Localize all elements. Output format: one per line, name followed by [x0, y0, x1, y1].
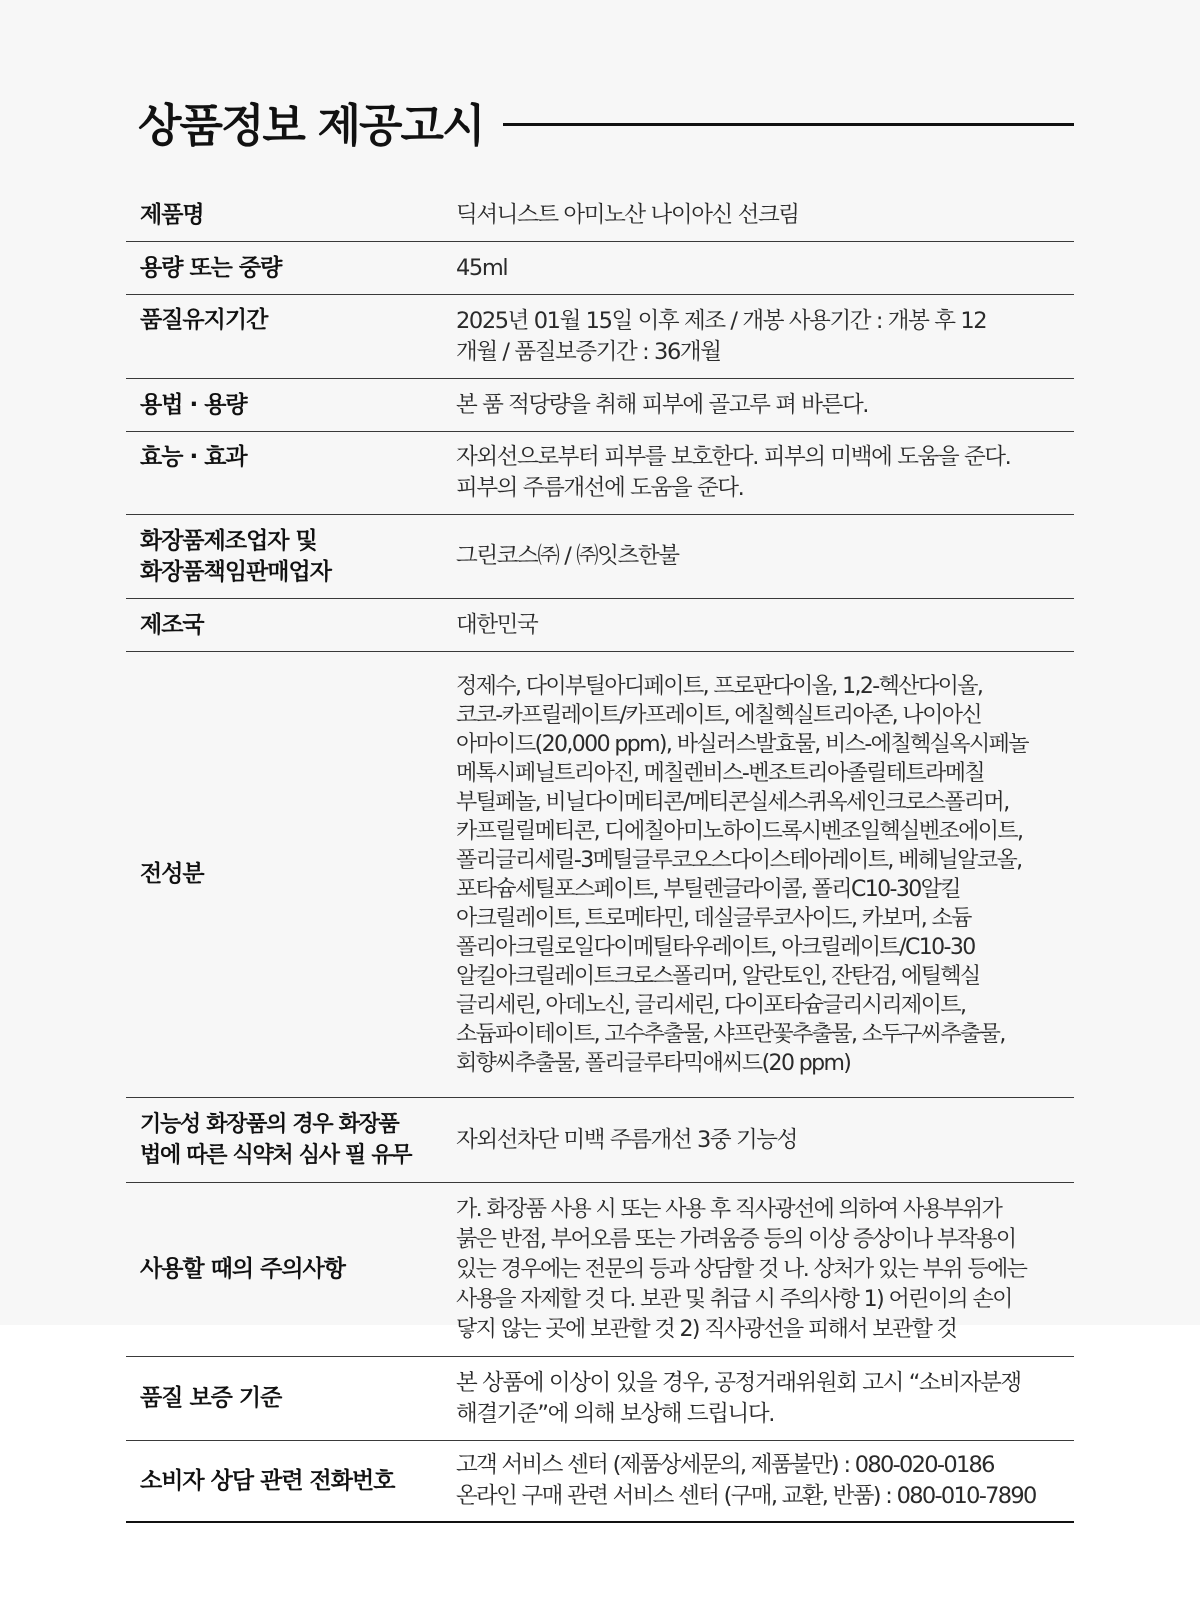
table-row-country — [126, 599, 1074, 652]
row-value: 자외선차단 미백 주름개선 3중 기능성 — [456, 1126, 797, 1153]
table-row-contact — [126, 1441, 1074, 1523]
row-value: 딕셔니스트 아미노산 나이아신 선크림 — [456, 202, 799, 228]
table-row-precautions — [126, 1183, 1074, 1357]
row-label: 사용할 때의 주의사항 — [140, 1256, 345, 1282]
table-row-functional — [126, 1098, 1074, 1183]
row-value: 고객 서비스 센터 (제품상세문의, 제품불만) : 080-020-0186 온라인 구매 관련 서비스 센터 (구매, 교환, 반품) : 080-010-7890 — [456, 1452, 1036, 1509]
table-row-quality-guarantee — [126, 1357, 1074, 1441]
table-row-product-name — [126, 190, 1074, 242]
row-label: 기능성 화장품의 경우 화장품 법에 따른 식약처 심사 필 유무 — [140, 1112, 412, 1168]
row-value: 가. 화장품 사용 시 또는 사용 후 직사광선에 의하여 사용부위가 붉은 반점, 부어오름 또는 가려움증 등의 이상 증상이나 부작용이 있는 경우에는 전문의 등과 상담할 것 나. 상처가 있는 부위 등에는 사용을 자제할 것 다. 보관 및 취급 시 주의사항 1) 어린이의 손이 닿지 않는 곳에 보관할 것 2) 직사광선을 피해서 보관할 것 — [456, 1196, 1027, 1342]
info-table — [126, 190, 1074, 1523]
header — [126, 80, 1074, 162]
table-row-ingredients — [126, 652, 1074, 1098]
row-label: 소비자 상담 관련 전화번호 — [140, 1467, 395, 1494]
row-label: 제조국 — [140, 611, 204, 638]
row-value: 2025년 01월 15일 이후 제조 / 개봉 사용기간 : 개봉 후 12 개월 / 품질보증기간 : 36개월 — [456, 307, 987, 365]
table-row-usage — [126, 379, 1074, 432]
row-label: 제품명 — [140, 202, 204, 228]
row-label: 효능 · 효과 — [140, 444, 247, 470]
row-value: 본 품 적당량을 취해 피부에 골고루 펴 바른다. — [456, 391, 869, 418]
row-label: 용량 또는 중량 — [140, 254, 282, 281]
product-info-notice — [126, 80, 1074, 1523]
row-value: 자외선으로부터 피부를 보호한다. 피부의 미백에 도움을 준다. 피부의 주름개선에 도움을 준다. — [456, 444, 1011, 501]
row-value: 정제수, 다이부틸아디페이트, 프로판다이올, 1,2-헥산다이올, 코코-카프릴레이트/카프레이트, 에칠헥실트리아존, 나이아신 아마이드(20,000 ppm), 바실러스발효물, 비스-에칠헥실옥시페놀 메톡시페닐트리아진, 메칠렌비스-벤조트리아졸릴테트라메칠 부틸페놀, 비닐다이메티콘/메티콘실세스퀴옥세인크로스폴리머, 카프릴릴메티콘, 디에칠아미노하이드록시벤조일헥실벤조에이트, 폴리글리세릴-3메틸글루코오스다이스테아레이트, 베헤닐알코올, 포타슘세틸포스페이트, 부틸렌글라이콜, 폴리C10-30알킬 아크릴레이트, 트로메타민, 데실글루코사이드, 카보머, 소듐 폴리아크릴로일다이메틸타우레이트, 아크릴레이트/C10-30 알킬아크릴레이트크로스폴리머, 알란토인, 잔탄검, 에틸헥실 글리세린, 아데노신, 글리세린, 다이포타슘글리시리제이트, 소듐파이테이트, 고수추출물, 샤프란꽃추출물, 소두구씨추출물, 회향씨추출물, 폴리글루타믹애씨드(20 ppm) — [456, 673, 1028, 1076]
table-row-volume — [126, 242, 1074, 295]
row-label: 화장품제조업자 및 화장품책임판매업자 — [140, 527, 331, 585]
row-value: 본 상품에 이상이 있을 경우, 공정거래위원회 고시 “소비자분쟁 해결기준”에 의해 보상해 드립니다. — [456, 1369, 1021, 1427]
table-row-shelf-life — [126, 295, 1074, 379]
row-label: 품질유지기간 — [140, 307, 268, 333]
row-label: 용법 · 용량 — [140, 391, 247, 418]
row-label: 품질 보증 기준 — [140, 1385, 282, 1411]
page-title: 상품정보 제공고시 — [138, 98, 484, 152]
row-value: 대한민국 — [456, 611, 538, 638]
row-label: 전성분 — [140, 861, 204, 887]
row-value: 45ml — [456, 254, 508, 281]
table-row-efficacy — [126, 432, 1074, 515]
title-divider — [503, 123, 1074, 126]
row-value: 그린코스㈜ / ㈜잇츠한불 — [456, 543, 679, 569]
table-row-manufacturer — [126, 515, 1074, 599]
